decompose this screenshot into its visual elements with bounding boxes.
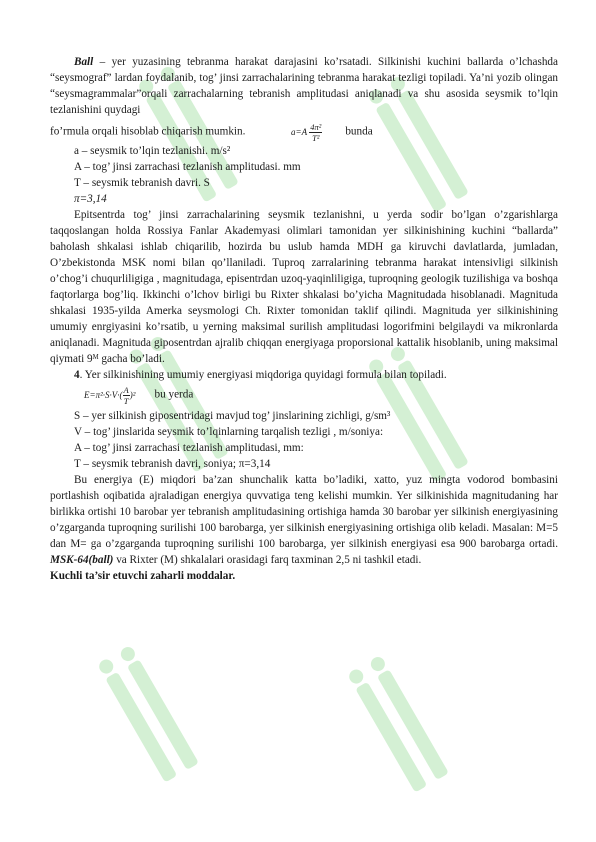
definition-a: a – seysmik to’lqin tezlanishi. m/s² [74, 145, 231, 157]
formula-line-acceleration: fo’rmula orqali hisoblab chiqarish mumkin. a=A $\frac{\text{4π²}}{\text{T²}}$ bunda [50, 122, 373, 143]
definition-V: V – tog’ jinslarida seysmik to’lqinlarning tarqalish tezligi , m/soniya: [74, 426, 384, 438]
definition-A2: A – tog’ jinsi zarrachasi tezlanish amplitudasi, mm: [74, 442, 304, 454]
paragraph-epicenter: Epitsentrda tog’ jinsi zarrachalarining seysmik tezlanishni, u yerda sodir bo’lgan o’zgarishlarga taqqoslangan holda Rossiya Fanlar Akademyasi olimlari tamonidan yer silkinishining kuchini “ballarda” baholash shkalasi ishlab chiqarilib, hozirda bu uslub hamda MDH ga kiruvchi davlatlarda, jumladan, O’zbekistonda MSK nomi bilan qo’llaniladi. Tuproq zarralarining tebranma harakat intensivligi silkinish o’chog’i chuqurliligiga , magnitudaga, episentrdan uzoq-yaqinliligiga, tuproqning geologik tuzilishiga va boshqa faqtorlarga bog’liq. Ikkinchi o’lchov birligi bu Rixter shkalasi bo’yicha Magnitudada hisoblanadi. Magnituda shkalasi 1935-yilda Amerka seysmologi Ch. Rixter tomonidan taklif qilindi. Magnituda yer silkinishining umumiy enrgiyasini ko’rsatib, u yerning maksimal surilish amplitudasi logorifmini belgilaydi va mikronlarda aniqlanadi. Magnituda giposentrdan ajralib chiqqan energiyaga proporsional kattalik hisoblanib, uning maksimal qiymati 9ᴹ gacha bo’ladi. [50, 209, 558, 365]
formula-line-energy: E=π²·S·V·( $\frac{A}{T}$ )² bu yerda [84, 385, 194, 406]
definition-A: A – tog’ jinsi zarrachasi tezlanish amplitudasi. mm [74, 161, 301, 173]
watermark-logo [330, 650, 480, 820]
watermark-logo [80, 640, 230, 810]
document-page [50, 54, 558, 584]
formula-energy: E=π²·S·V·( $\frac{A}{T}$ )² [84, 385, 136, 406]
definition-S: S – yer silkinish giposentridagi mavjud tog’ jinslarining zichligi, g/sm³ [74, 410, 391, 422]
definition-T2: T – seysmik tebranish davri, soniya; π=3,14 [74, 458, 271, 470]
paragraph-energy-magnitude: Bu energiya (E) miqdori ba’zan shunchalik katta bo’ladiki, xatto, yuz mingta vodorod bombasini portlashish oqibatida ajraladigan energiya quvvatiga teng kelishi mumkin. Yer silkinishida magnitudaning har birlikka ortishi 10 barobar yer tebranish amplitudasining ortishiga hamda 30 barobar yer silkinish energiyasining o’zgarganda tuproqning surilishi 100 barobarga, yer silkinish energiyasining ortishiga olib keladi. Masalan: M=5 dan M= ga o’zgarganda tuproqning surilishi 100 barobarga, yer silkinish energiyasi esa 900 barobarga ortadi. MSK-64(ball) va Rixter (M) shkalalari orasidagi farq taxminan 2,5 ni tashkil etadi. [50, 474, 558, 566]
paragraph-ball: Ball – yer yuzasining tebranma harakat darajasini ko’rsatadi. Silkinishi kuchini ballarda o’lchashda “seysmograf” lardan foydalanib, tog’ jinsi zarrachalarining tebranma harakat tezligi topiladi. Ya’ni yozib olingan “seysmagrammalar”orqali zarrachalarning tebranish amplitudasi aniqlanadi va shu asosida seysmik to’lqin tezlanishini quydagi [50, 56, 558, 116]
definition-pi: π=3,14 [74, 193, 107, 205]
definition-T: T – seysmik tebranish davri. S [74, 177, 210, 189]
paragraph-energy-intro: 4. Yer silkinishining umumiy energiyasi miqdoriga quyidagi formula bilan topiladi. [74, 369, 447, 381]
section-heading: Kuchli ta’sir etuvchi zaharli moddalar. [50, 570, 236, 582]
formula-acceleration: a=A $\frac{\text{4π²}}{\text{T²}}$ [291, 122, 322, 143]
term-ball: Ball [74, 56, 94, 68]
